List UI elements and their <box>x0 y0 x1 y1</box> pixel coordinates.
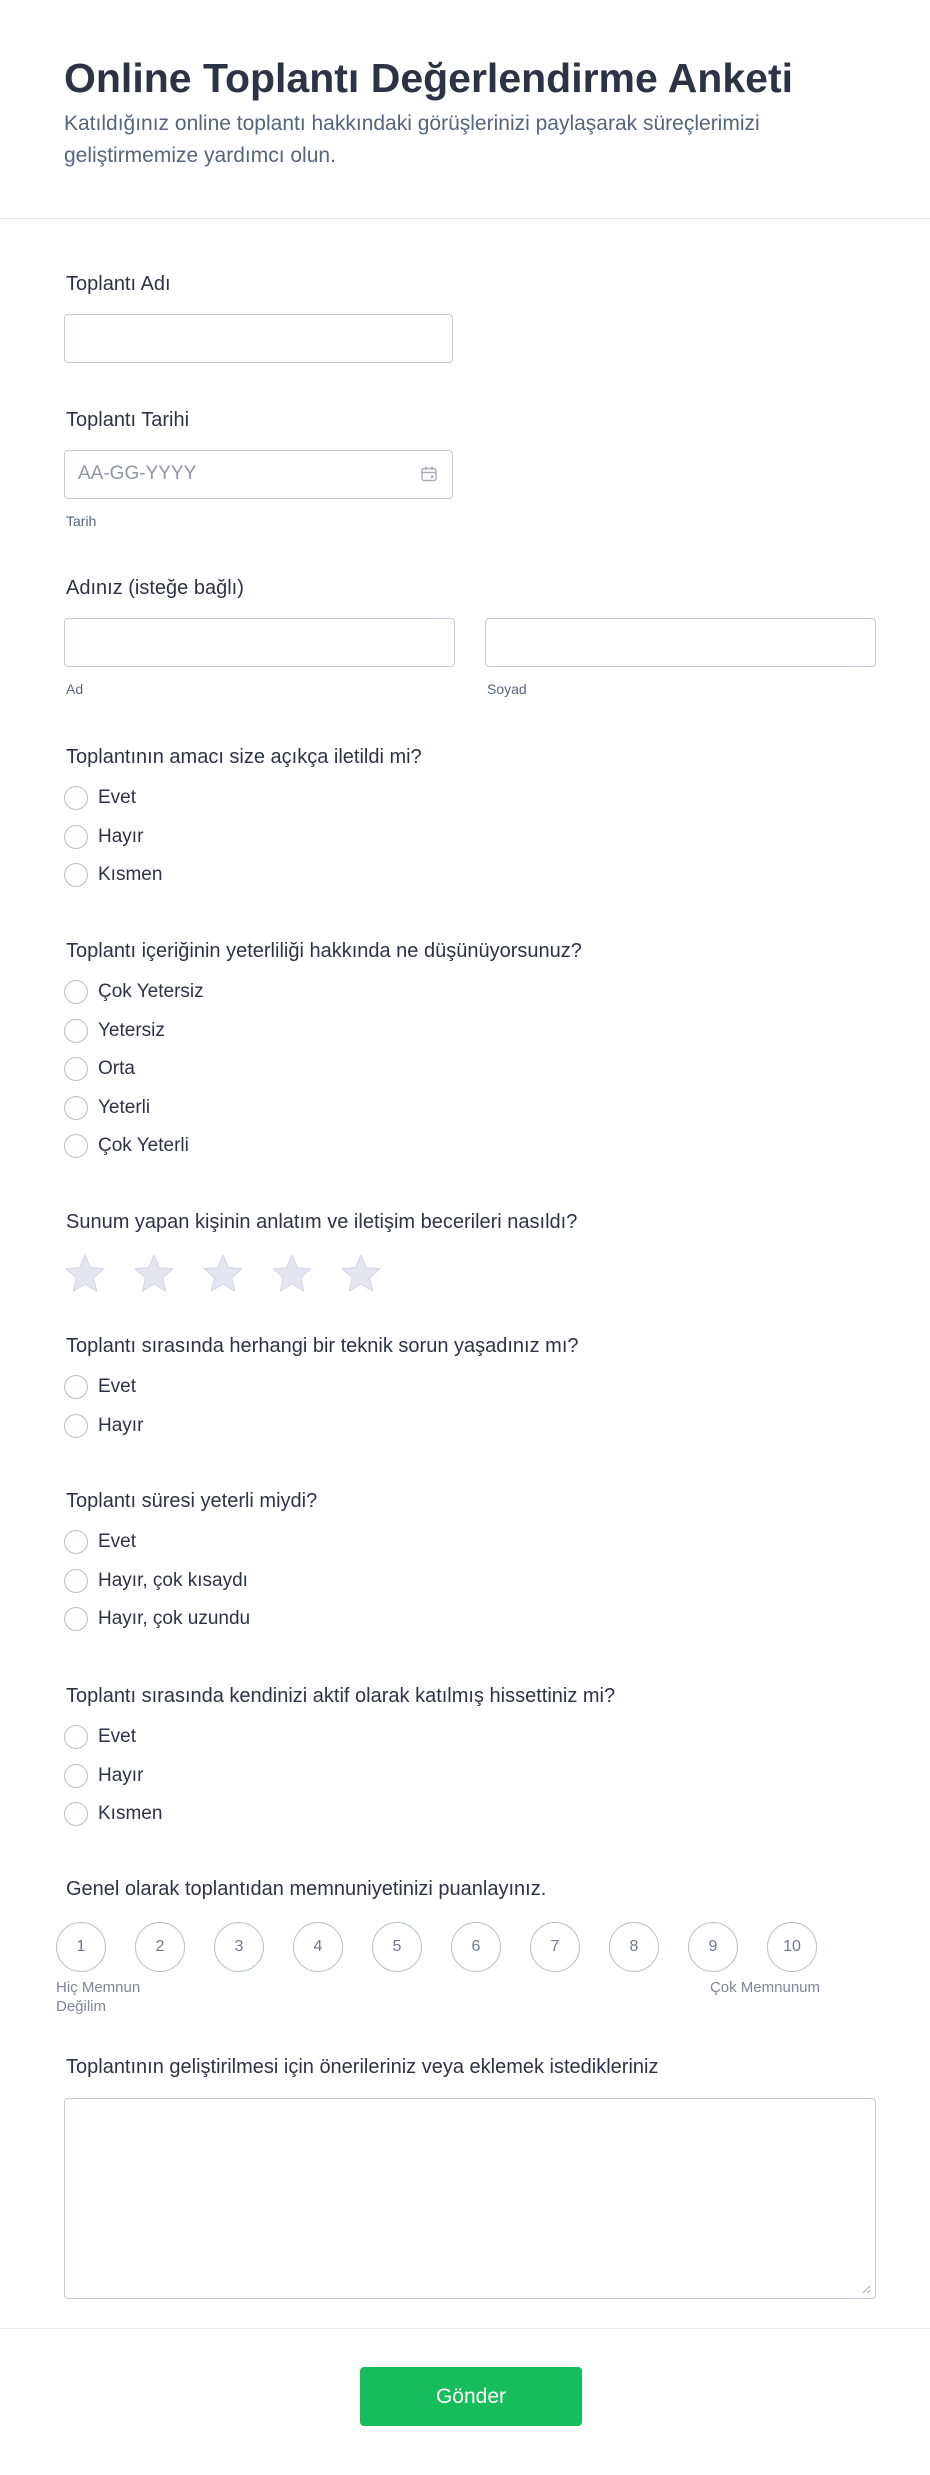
form-footer <box>0 2328 930 2475</box>
option-label: Evet <box>98 1376 137 1398</box>
meeting-date-label: Toplantı Tarihi <box>66 409 190 431</box>
option-label: Hayır <box>98 825 144 847</box>
question-content <box>64 938 582 1166</box>
option-label: Çok Yetersiz <box>98 981 204 1003</box>
radio-button[interactable] <box>64 1569 88 1593</box>
purpose-option[interactable] <box>64 779 422 818</box>
meeting-name-input[interactable] <box>64 314 453 363</box>
scale-option[interactable]: 6 <box>451 1922 501 1972</box>
resize-handle-icon[interactable] <box>861 2284 871 2294</box>
duration-option[interactable] <box>64 1562 317 1601</box>
suggestions-textarea[interactable] <box>64 2098 876 2299</box>
scale-option[interactable]: 9 <box>688 1922 738 1972</box>
meeting-date-input[interactable] <box>64 450 453 499</box>
option-label: Hayır, çok uzundu <box>98 1608 251 1630</box>
suggestions-label: Toplantının geliştirilmesi için önerileriniz veya eklemek istedikleriniz <box>66 2056 659 2078</box>
star-icon[interactable] <box>271 1253 313 1295</box>
date-placeholder: AA-GG-YYYY <box>78 463 197 484</box>
question-meeting-date <box>64 407 453 529</box>
first-name-group <box>64 618 455 697</box>
content-option[interactable] <box>64 1050 582 1089</box>
purpose-option[interactable] <box>64 856 422 895</box>
participation-option[interactable] <box>64 1757 615 1796</box>
question-suggestions <box>64 2054 876 2299</box>
option-label: Evet <box>98 1726 137 1748</box>
duration-option[interactable] <box>64 1600 317 1639</box>
tech-issue-options <box>64 1368 579 1445</box>
option-label: Evet <box>98 787 137 809</box>
radio-button[interactable] <box>64 825 88 849</box>
star-icon[interactable] <box>202 1253 244 1295</box>
form-header <box>0 0 930 219</box>
option-label: Kısmen <box>98 1803 163 1825</box>
radio-button[interactable] <box>64 1802 88 1826</box>
radio-button[interactable] <box>64 786 88 810</box>
question-participation <box>64 1683 615 1834</box>
scale-option[interactable]: 1 <box>56 1922 106 1972</box>
option-label: Kısmen <box>98 864 163 886</box>
submit-button[interactable]: Gönder <box>360 2367 582 2426</box>
duration-options <box>64 1523 317 1639</box>
radio-button[interactable] <box>64 1057 88 1081</box>
radio-button[interactable] <box>64 863 88 887</box>
radio-button[interactable] <box>64 1134 88 1158</box>
scale-option[interactable]: 4 <box>293 1922 343 1972</box>
option-label: Yetersiz <box>98 1019 165 1041</box>
option-label: Hayır <box>98 1414 144 1436</box>
last-name-input[interactable] <box>485 618 876 667</box>
star-icon[interactable] <box>133 1253 175 1295</box>
option-label: Çok Yeterli <box>98 1135 189 1157</box>
scale-option[interactable]: 2 <box>135 1922 185 1972</box>
scale-option[interactable]: 8 <box>609 1922 659 1972</box>
scale-low-label: Hiç Memnun Değilim <box>56 1979 141 2015</box>
question-satisfaction <box>56 1876 820 2016</box>
option-label: Evet <box>98 1531 137 1553</box>
content-label: Toplantı içeriğinin yeterliliği hakkında ne düşünüyorsunuz? <box>66 940 582 962</box>
question-full-name <box>64 575 876 697</box>
scale-option[interactable]: 5 <box>372 1922 422 1972</box>
calendar-icon[interactable] <box>420 465 438 483</box>
tech-issue-option[interactable] <box>64 1407 579 1446</box>
tech-issue-option[interactable] <box>64 1368 579 1407</box>
option-label: Yeterli <box>98 1096 151 1118</box>
scale-option[interactable]: 3 <box>214 1922 264 1972</box>
first-name-sublabel: Ad <box>66 681 84 697</box>
scale-option[interactable]: 7 <box>530 1922 580 1972</box>
radio-button[interactable] <box>64 1414 88 1438</box>
radio-button[interactable] <box>64 1764 88 1788</box>
first-name-input[interactable] <box>64 618 455 667</box>
name-fields <box>64 618 876 697</box>
question-meeting-name <box>64 271 453 363</box>
radio-button[interactable] <box>64 980 88 1004</box>
participation-option[interactable] <box>64 1795 615 1834</box>
participation-option[interactable] <box>64 1718 615 1757</box>
duration-label: Toplantı süresi yeterli miydi? <box>66 1490 318 1512</box>
satisfaction-label: Genel olarak toplantıdan memnuniyetinizi puanlayınız. <box>66 1878 547 1900</box>
radio-button[interactable] <box>64 1607 88 1631</box>
radio-button[interactable] <box>64 1019 88 1043</box>
last-name-group <box>485 618 876 697</box>
star-icon[interactable] <box>64 1253 106 1295</box>
satisfaction-scale <box>56 1922 820 1972</box>
radio-button[interactable] <box>64 1725 88 1749</box>
form-description: Katıldığınız online toplantı hakkındaki görüşlerinizi paylaşarak süreçlerimizi geliştirmemize yardımcı olun. <box>64 112 760 167</box>
radio-button[interactable] <box>64 1530 88 1554</box>
full-name-label: Adınız (isteğe bağlı) <box>66 577 244 599</box>
radio-button[interactable] <box>64 1375 88 1399</box>
content-option[interactable] <box>64 1127 582 1166</box>
tech-issue-label: Toplantı sırasında herhangi bir teknik sorun yaşadınız mı? <box>66 1335 579 1357</box>
question-presenter <box>64 1209 577 1295</box>
meeting-name-label: Toplantı Adı <box>66 273 171 295</box>
star-rating <box>64 1253 577 1295</box>
purpose-label: Toplantının amacı size açıkça iletildi mi? <box>66 746 422 768</box>
last-name-sublabel: Soyad <box>487 681 527 697</box>
scale-high-label: Çok Memnunum <box>709 1979 820 1996</box>
question-duration <box>64 1488 317 1639</box>
participation-label: Toplantı sırasında kendinizi aktif olarak katılmış hissettiniz mi? <box>66 1685 616 1707</box>
scale-labels <box>56 1978 820 2016</box>
option-label: Hayır <box>98 1764 144 1786</box>
scale-option[interactable]: 10 <box>767 1922 817 1972</box>
duration-option[interactable] <box>64 1523 317 1562</box>
content-option[interactable] <box>64 973 582 1012</box>
option-label: Orta <box>98 1058 135 1080</box>
presenter-label: Sunum yapan kişinin anlatım ve iletişim becerileri nasıldı? <box>66 1211 578 1233</box>
participation-options <box>64 1718 615 1834</box>
content-options <box>64 973 582 1166</box>
option-label: Hayır, çok kısaydı <box>98 1569 248 1591</box>
purpose-options <box>64 779 422 895</box>
star-icon[interactable] <box>340 1253 382 1295</box>
form-title: Online Toplantı Değerlendirme Anketi <box>64 55 793 101</box>
content-option[interactable] <box>64 1012 582 1051</box>
date-sublabel: Tarih <box>66 513 97 529</box>
radio-button[interactable] <box>64 1096 88 1120</box>
purpose-option[interactable] <box>64 818 422 857</box>
question-purpose <box>64 744 422 895</box>
content-option[interactable] <box>64 1089 582 1128</box>
question-tech-issue <box>64 1333 579 1445</box>
